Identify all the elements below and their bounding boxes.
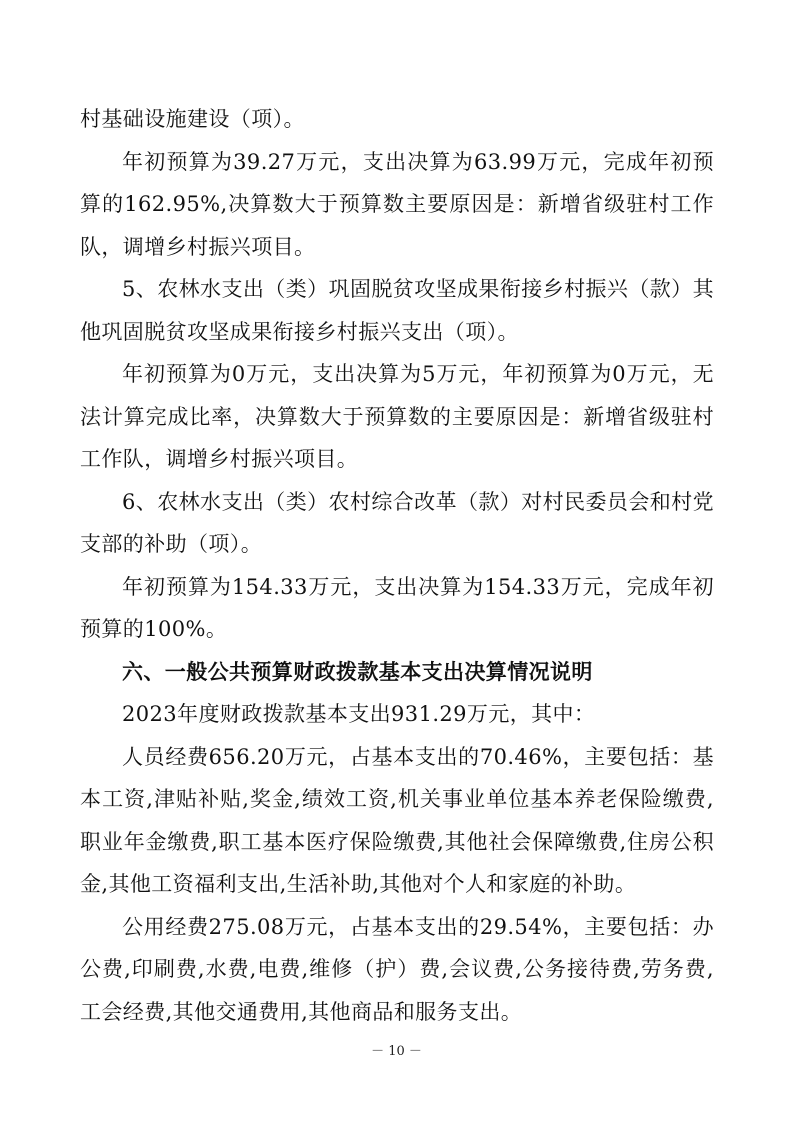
page-number: － 10 － xyxy=(371,1044,422,1059)
paragraph-item-5-title: 5、农林水支出（类）巩固脱贫攻坚成果衔接乡村振兴（款）其他巩固脱贫攻坚成果衔接乡村振兴支出（项）。 xyxy=(80,277,714,344)
paragraph-public-expenses: 公用经费275.08万元，占基本支出的29.54%，主要包括：办公费,印刷费,水费,电费,维修（护）费,会议费,公务接待费,劳务费,工会经费,其他交通费用,其他商品和服务支出。 xyxy=(80,914,714,1024)
paragraph-budget-item-6: 年初预算为154.33万元，支出决算为154.33万元，完成年初预算的100%。 xyxy=(80,574,714,641)
paragraph-budget-item-5: 年初预算为0万元，支出决算为5万元，年初预算为0万元，无法计算完成比率，决算数大于预算数的主要原因是：新增省级驻村工作队，调增乡村振兴项目。 xyxy=(80,362,714,471)
paragraph-personnel-expenses: 人员经费656.20万元，占基本支出的70.46%，主要包括：基本工资,津贴补贴,奖金,绩效工资,机关事业单位基本养老保险缴费,职业年金缴费,职工基本医疗保险缴费,其他社会保障缴费,住房公积金,其他工资福利支出,生活补助,其他对个人和家庭的补助。 xyxy=(80,744,714,896)
section-heading: 六、一般公共预算财政拨款基本支出决算情况说明 xyxy=(122,659,593,684)
page-body xyxy=(80,98,714,1033)
paragraph-continuation: 村基础设施建设（项）。 xyxy=(80,107,305,131)
paragraph-budget-item-4: 年初预算为39.27万元，支出决算为63.99万元，完成年初预算的162.95%,决算数大于预算数主要原因是：新增省级驻村工作队，调增乡村振兴项目。 xyxy=(80,149,714,259)
paragraph-item-6-title: 6、农林水支出（类）农村综合改革（款）对村民委员会和村党支部的补助（项）。 xyxy=(80,489,714,556)
paragraph-basic-expenditure-total: 2023年度财政拨款基本支出931.29万元，其中： xyxy=(122,702,596,726)
